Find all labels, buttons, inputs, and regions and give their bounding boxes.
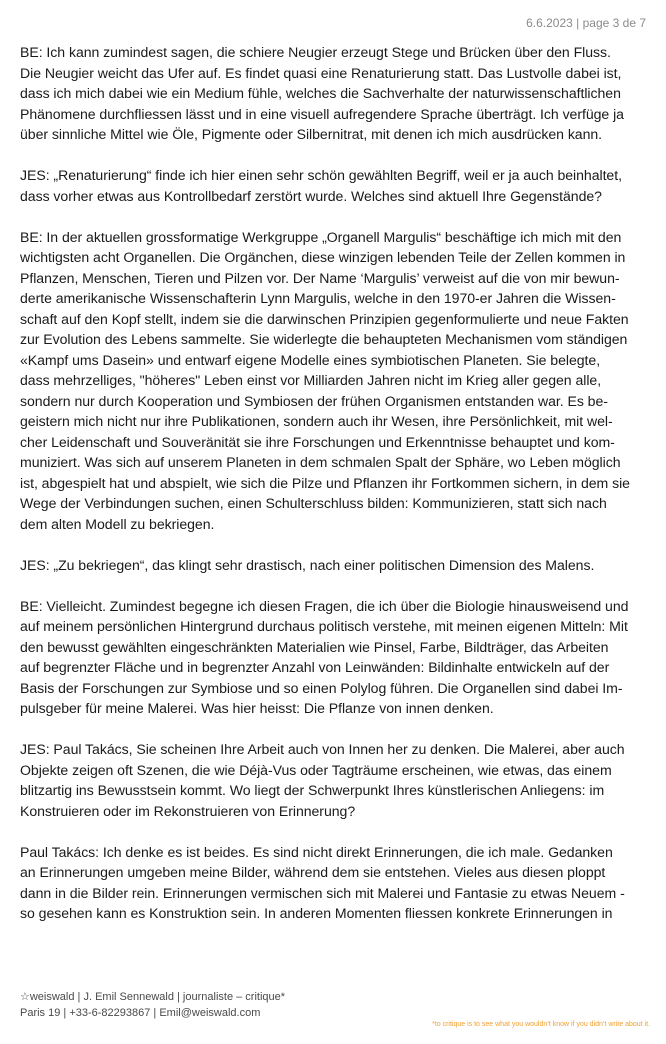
paragraph-4: JES: „Zu bekriegen“, das klingt sehr drastisch, nach einer politischen Dimension des Malens.: [20, 556, 595, 573]
footer-signature: ☆weiswald | J. Emil Sennewald | journaliste – critique*: [20, 991, 286, 1003]
footer-contact: [20, 989, 285, 1021]
paragraph-5: BE: Vielleicht. Zumindest begegne ich diesen Fragen, die ich über die Biologie hinausweisend und auf meinem persönlichen Hintergrund durchaus politisch verstehe, mit meinen eigenen Mitteln: Mit den bewusst gewählten eingeschränkten Materialien wie Pinsel, Farbe, Bildträger, das Arbeiten auf begrenzter Fläche und in begrenzter Anzahl von Leinwänden: Bildinhalte entwickeln auf der Basis der Forschungen zur Symbiose und so einen Polylog führen. Die Organellen sind dabei Im- pulsgeber für meine Malerei. Was hier heisst: Die Pflanze von innen denken.: [20, 597, 629, 716]
page-header: 6.6.2023 | page 3 de 7: [526, 16, 646, 30]
document-body: [20, 42, 650, 944]
paragraph-3: BE: In der aktuellen grossformatige Werkgruppe „Organell Margulis“ beschäftige ich mich mit den wichtigsten acht Organellen. Die Orgänchen, diese winzigen lebenden Teile der Zellen kommen in Pflanzen, Menschen, Tieren und Pilzen vor. Der Name ‘Margulis’ verweist auf die von mir bewun- derte amerikanische Wissenschafterin Lynn Margulis, welche in den 1970-er Jahren die Wissen- schaft auf den Kopf stellt, indem sie die darwinschen Prinzipien gegenformulierte und neue Fakten zur Evolution des Lebens sammelte. Sie widerlegte die behaupteten Mechanismen vom ständigen «Kampf ums Dasein» und entwarf eigene Modelle eines symbiotischen Planeten. Sie belegte, dass mehrzelliges, "höheres" Leben einst vor Milliarden Jahren nicht im Krieg aller gegen alle, sondern nur durch Kooperation und Symbiosen der frühen Organismen entstanden war. Es be- geistern mich nicht nur ihre Publikationen, sondern auch ihr Wesen, ihre Persönlichkeit, mit wel- cher Leidenschaft und Souveränität sie ihre Forschungen und Erkenntnisse behauptet und kom- muniziert. Was sich auf unserem Planeten in dem schmalen Spalt der Sphäre, wo Leben möglich ist, abgespielt hat und abspielt, wie sich die Pilze und Pflanzen ihr Fortkommen sichern, in dem sie Wege der Verbindungen suchen, einen Schulterschluss bilden: Kommunizieren, statt sich nach dem alten Modell zu bekriegen.: [20, 228, 630, 532]
footer-tagline: *to critique is to see what you wouldn’t know if you didn’t write about it.: [432, 1021, 650, 1028]
footer-address: Paris 19 | +33-6-82293867 | Emil@weiswald.com: [20, 1007, 261, 1019]
paragraph-7: Paul Takács: Ich denke es ist beides. Es sind nicht direkt Erinnerungen, die ich male. Gedanken an Erinnerungen umgeben meine Bilder, während dem sie entstehen. Vieles aus diesen ploppt dann in die Bilder rein. Erinnerungen vermischen sich mit Malerei und Fantasie zu etwas Neuem - so gesehen kann es Konstruktion sein. In anderen Momenten fliessen konkrete Erinnerungen in: [20, 843, 625, 921]
paragraph-6: JES: Paul Takács, Sie scheinen Ihre Arbeit auch von Innen her zu denken. Die Malerei, aber auch Objekte zeigen oft Szenen, die wie Déjà-Vus oder Tagträume erscheinen, wie etwas, das einem blitzartig ins Bewusstsein kommt. Wo liegt der Schwerpunkt Ihres künstlerischen Anliegens: im Konstruieren oder im Rekonstruieren von Erinnerung?: [20, 741, 625, 819]
paragraph-2: JES: „Renaturierung“ finde ich hier einen sehr schön gewählten Begriff, weil er ja auch beinhaltet, dass vorher etwas aus Kontrollbedarf zerstört wurde. Welches sind aktuell Ihre Gegenstände?: [20, 167, 622, 204]
paragraph-1: BE: Ich kann zumindest sagen, die schiere Neugier erzeugt Stege und Brücken über den Fluss. Die Neugier weicht das Ufer auf. Es findet quasi eine Renaturierung statt. Das Lustvolle dabei ist, dass ich mich dabei wie ein Medium fühle, welches die Sachverhalte der naturwissenschaftlichen Phänomene durchfliessen lässt und in eine visuell aufregendere Sprache überträgt. Ich verfüge ja über sinnliche Mittel wie Öle, Pigmente oder Silbernitrat, mit denen ich mich ausdrücken kann.: [20, 44, 624, 142]
